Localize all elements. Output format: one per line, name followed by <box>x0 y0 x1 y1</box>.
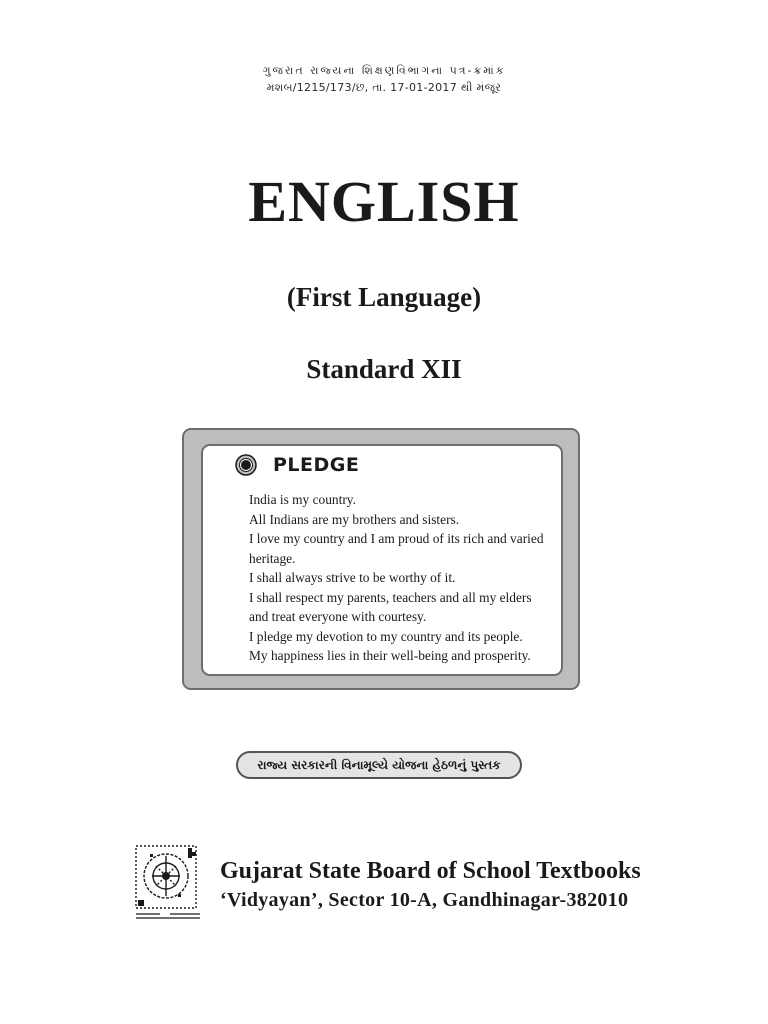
board-emblem-icon <box>130 840 210 922</box>
book-standard: Standard XII <box>306 354 462 384</box>
pledge-line: I pledge my devotion to my country and its people. <box>249 628 523 644</box>
pledge-line: My happiness lies in their well-being and prosperity. <box>249 648 531 663</box>
approval-notice <box>0 62 768 96</box>
pledge-header <box>235 454 359 476</box>
pledge-line: and treat everyone with courtesy. <box>249 609 427 624</box>
approval-line-2: મશબ/1215/173/છ, તા. 17-01-2017 થી મંજૂર <box>266 81 502 94</box>
pledge-line: India is my country. <box>249 492 356 507</box>
free-scheme-label: રાજ્ય સરકારની વિનામૂલ્યે યોજના હેઠળનું પુસ્તક <box>236 751 522 779</box>
pledge-text <box>249 490 561 666</box>
book-subtitle: (First Language) <box>286 282 482 312</box>
target-bullet-icon <box>235 454 257 476</box>
pledge-line: All Indians are my brothers and sisters. <box>249 511 460 527</box>
pledge-title: PLEDGE <box>273 454 360 476</box>
book-title: ENGLISH <box>248 169 520 234</box>
pledge-line: I shall always strive to be worthy of it. <box>249 570 456 585</box>
pledge-panel <box>201 444 563 676</box>
pledge-box <box>182 428 580 690</box>
pledge-line: heritage. <box>249 550 296 566</box>
pledge-line: I shall respect my parents, teachers and all my elders <box>249 589 532 605</box>
publisher-name: Gujarat State Board of School Textbooks <box>220 858 641 884</box>
publisher-address: ‘Vidyayan’, Sector 10-A, Gandhinagar-382010 <box>220 889 629 911</box>
approval-line-1: ગુજરાત રાજ્યના શિક્ષણવિભાગના પત્ર-ક્રમાંક <box>262 64 506 77</box>
pledge-line: I love my country and I am proud of its rich and varied <box>249 531 544 546</box>
